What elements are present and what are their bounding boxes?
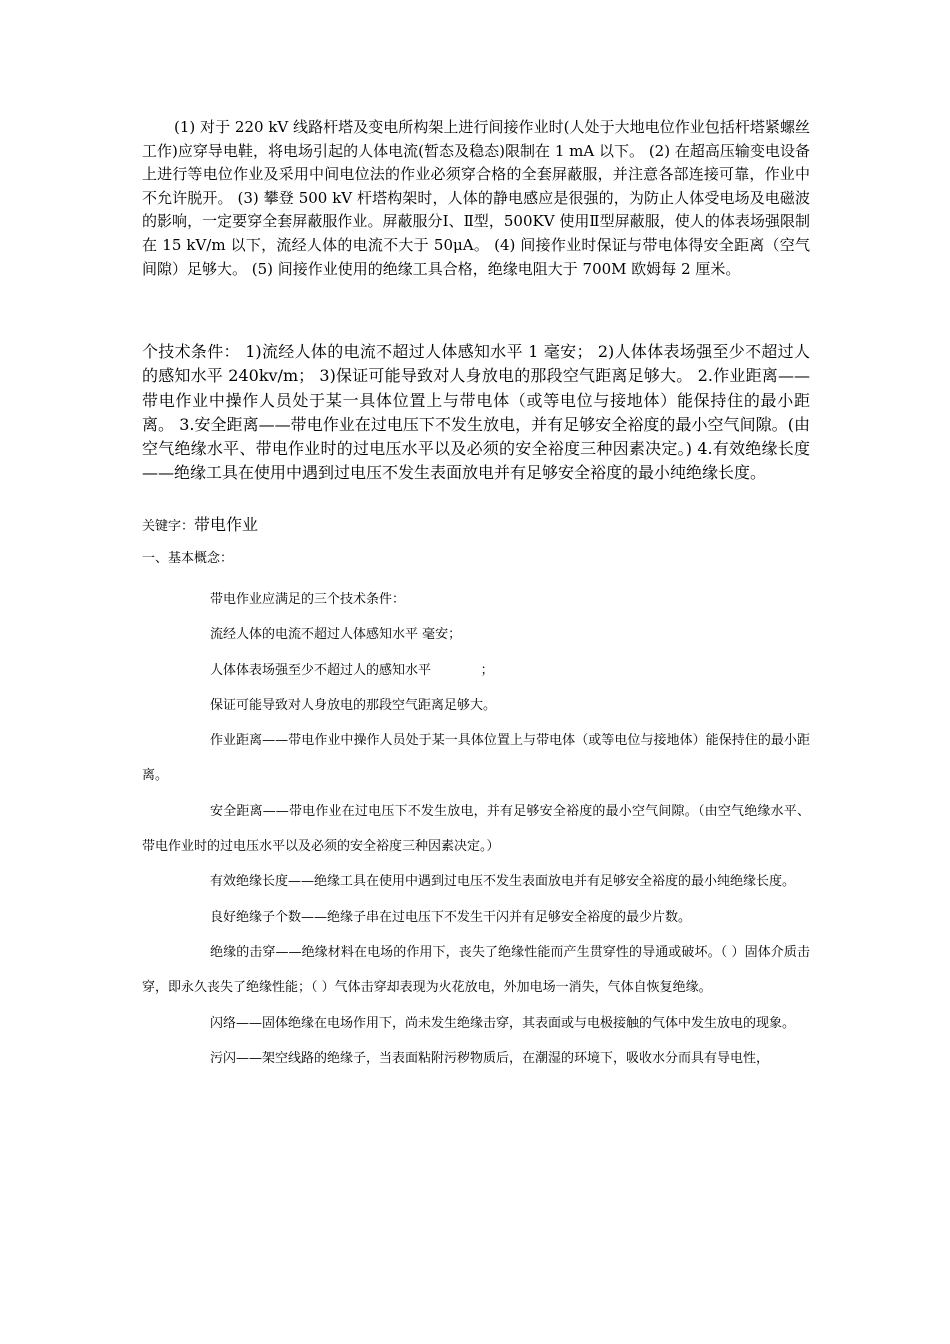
list-item: 安全距离——带电作业在过电压下不发生放电，并有足够安全裕度的最小空气间隙。（由空气绝缘水平、带电作业时的过电压水平以及必须的安全裕度三种因素决定。） [142, 803, 810, 855]
list-item: 有效绝缘长度——绝缘工具在使用中遇到过电压不发生表面放电并有足够安全裕度的最小纯绝缘长度。 [210, 874, 796, 890]
list-item: 保证可能导致对人身放电的那段空气距离足够大。 [210, 697, 497, 713]
keyword-line [142, 514, 810, 538]
list-item: 污闪——架空线路的绝缘子，当表面粘附污秽物质后，在潮湿的环境下，吸收水分而具有导电性， [210, 1050, 770, 1066]
concept-list [142, 582, 810, 1076]
keyword-value: 带电作业 [194, 515, 259, 534]
list-item: 带电作业应满足的三个技术条件： [210, 592, 406, 607]
list-item: 良好绝缘子个数——绝缘子串在过电压下不发生干闪并有足够安全裕度的最少片数。 [210, 909, 692, 925]
list-item: 作业距离——带电作业中操作人员处于某一具体位置上与带电体（或等电位与接地体）能保持住的最小距离。 [142, 733, 810, 784]
list-item: 流经人体的电流不超过人体感知水平 毫安； [210, 627, 462, 643]
keyword-label: 关键字： [142, 519, 195, 534]
list-item: 绝缘的击穿——绝缘材料在电场的作用下，丧失了绝缘性能而产生贯穿性的导通或破坏。（ ）固体介质击穿，即永久丧失了绝缘性能；（ ）气体击穿却表现为火花放电，外加电场一消失，气体自恢复绝缘。 [142, 944, 810, 996]
list-item: 闪络——固体绝缘在电场作用下，尚未发生绝缘击穿，其表面或与电极接触的气体中发生放电的现象。 [210, 1015, 796, 1031]
paragraph-2: 个技术条件： 1)流经人体的电流不超过人体感知水平 1 毫安； 2)人体体表场强至少不超过人的感知水平 240kv/m； 3)保证可能导致对人身放电的那段空气距离足够大。 2.作业距离——带电作业中操作人员处于某一具体位置上与带电体（或等电位与接地体）能保持住的最小距离。 3.安全距离——带电作业在过电压下不发生放电，并有足够安全裕度的最小空气间隙。(由空气绝缘水平、带电作业时的过电压水平以及必须的安全裕度三种因素决定。) 4.有效绝缘长度——绝缘工具在使用中遇到过电压不发生表面放电并有足够安全裕度的最小纯绝缘长度。 [142, 342, 810, 483]
section-heading: 一、基本概念： [142, 551, 234, 566]
list-item: 人体体表场强至少不超过人的感知水平 ； [210, 662, 494, 678]
paragraph-1: (1) 对于 220 kV 线路杆塔及变电所构架上进行间接作业时(人处于大地电位作业包括杆塔紧螺丝工作)应穿导电鞋，将电场引起的人体电流(暂态及稳态)限制在 1 mA 以下。 (2) 在超高压输变电设备上进行等电位作业及采用中间电位法的作业必须穿合格的全套屏蔽服，并注意各部连接可靠，作业中不允许脱开。 (3) 攀登 500 kV 杆塔构架时，人体的静电感应是很强的，为防止人体受电场及电磁波的影响，一定要穿全套屏蔽服作业。屏蔽服分Ⅰ、Ⅱ型，500KV 使用Ⅱ型屏蔽服，使人的体表场强限制在 15 kV/m 以下，流经人体的电流不大于 50μA。 (4) 间接作业时保证与带电体得安全距离（空气间隙）足够大。 (5) 间接作业使用的绝缘工具合格，绝缘电阻大于 700M 欧姆每 2 厘米。 [142, 118, 810, 278]
